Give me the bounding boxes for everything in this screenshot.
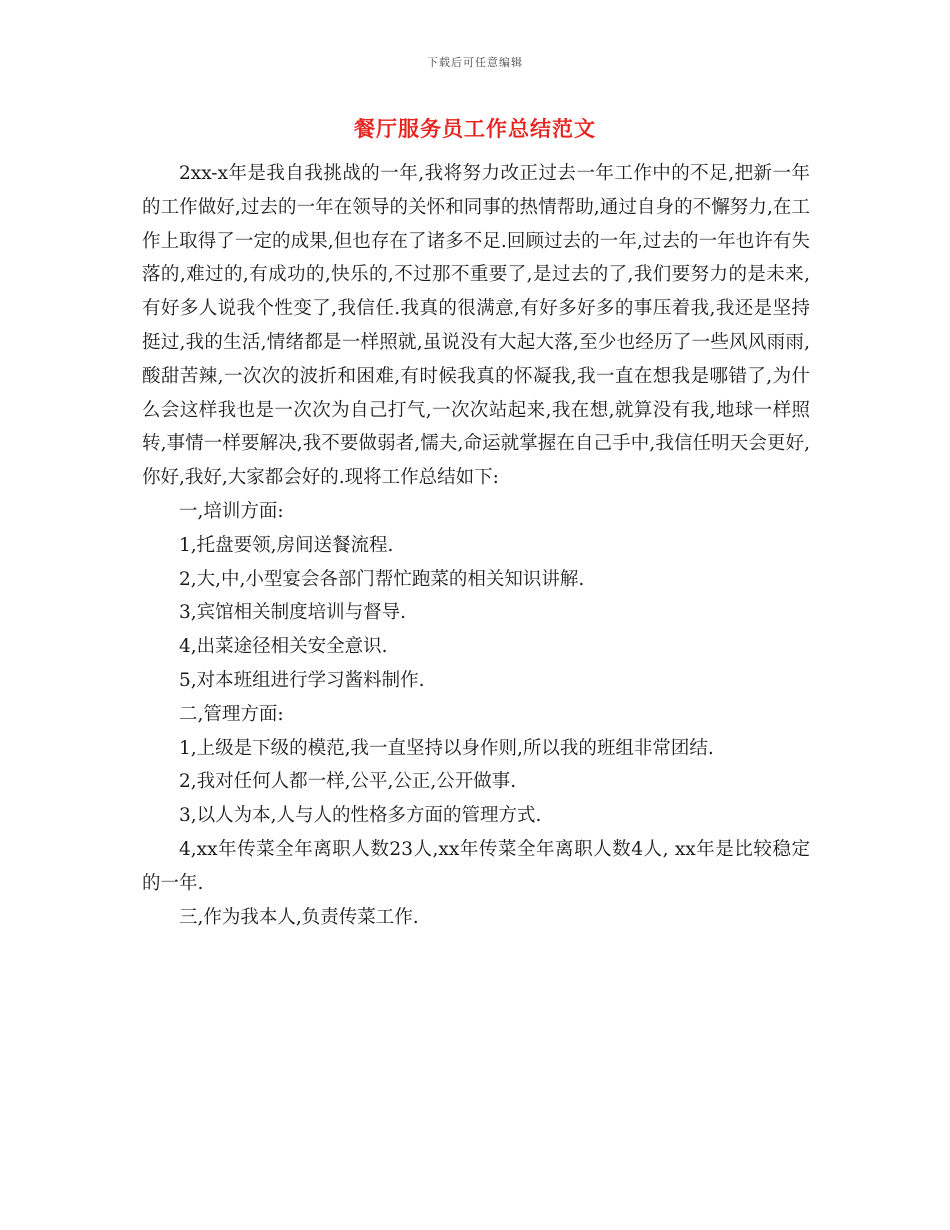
list-item: 2,我对任何人都一样,公平,公正,公开做事. <box>179 771 517 793</box>
section-heading-personal: 三,作为我本人,负责传菜工作. <box>179 906 419 928</box>
header-note: 下载后可任意编辑 <box>427 56 523 69</box>
list-item: 5,对本班组进行学习酱料制作. <box>179 669 425 691</box>
list-item: 4,xx年传菜全年离职人数23人,xx年传菜全年离职人数4人, xx年是比较稳定的一年. <box>142 838 810 894</box>
document-title: 餐厅服务员工作总结范文 <box>354 117 596 141</box>
list-item: 2,大,中,小型宴会各部门帮忙跑菜的相关知识讲解. <box>179 568 585 590</box>
list-item: 3,以人为本,人与人的性格多方面的管理方式. <box>179 805 542 827</box>
list-item: 4,出菜途径相关安全意识. <box>179 636 388 658</box>
intro-paragraph: 2xx-x年是我自我挑战的一年,我将努力改正过去一年工作中的不足,把新一年的工作做好,过去的一年在领导的关怀和同事的热情帮助,通过自身的不懈努力,在工作上取得了一定的成果,但也存在了诸多不足.回顾过去的一年,过去的一年也许有失落的,难过的,有成功的,快乐的,不过那不重要了,是过去的了,我们要努力的是未来,有好多人说我个性变了,我信任.我真的很满意,有好多好多的事压着我,我还是坚持挺过,我的生活,情绪都是一样照就,虽说没有大起大落,至少也经历了一些风风雨雨,酸甜苦辣,一次次的波折和困难,有时候我真的怀凝我,我一直在想我是哪错了,为什么会这样我也是一次次为自己打气,一次次站起来,我在想,就算没有我,地球一样照转,事情一样要解决,我不要做弱者,懦夫,命运就掌握在自己手中,我信任明天会更好,你好,我好,大家都会好的.现将工作总结如下: <box>142 163 810 489</box>
section-heading-management: 二,管理方面: <box>179 703 284 725</box>
list-item: 1,上级是下级的模范,我一直坚持以身作则,所以我的班组非常团结. <box>179 737 714 759</box>
document-body <box>142 157 810 934</box>
list-item: 1,托盘要领,房间送餐流程. <box>179 534 394 556</box>
section-heading-training: 一,培训方面: <box>179 500 284 522</box>
list-item: 3,宾馆相关制度培训与督导. <box>179 602 407 624</box>
